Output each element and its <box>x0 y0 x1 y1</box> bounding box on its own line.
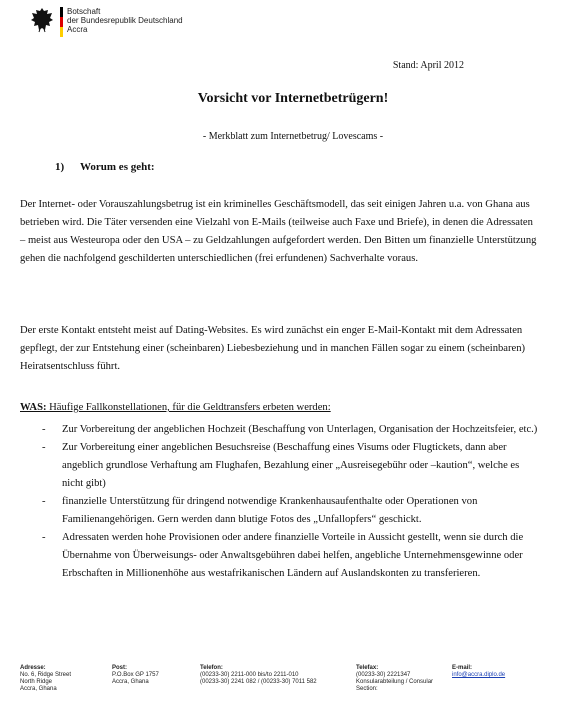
paragraph-contact: Der erste Kontakt entsteht meist auf Dating-Websites. Es wird zunächst ein enger E-Mail-Kontakt mit dem Adressaten gepflegt, der zur Entstehung einer (scheinbaren) Liebesbeziehung und in manchen Fällen sogar zu einem (scheinbaren) Heiratsentschluss führt. <box>20 325 526 372</box>
flag-black <box>60 7 63 17</box>
footer-phone <box>200 665 317 686</box>
section-heading <box>55 161 155 173</box>
flag-stripe <box>60 7 63 37</box>
footer-address-line: Accra, Ghana <box>20 686 57 692</box>
case-list <box>20 421 540 583</box>
org-line-3: Accra <box>67 25 88 34</box>
list-item-text: Adressaten werden hohe Provisionen oder andere finanzielle Vorteile in Aussicht gestellt, wenn sie durch die Übernahme von Überweisungs- oder Anwaltsgebühren dabei helfen, angebliche Unternehmensgewinne oder Erbschaften in Millionenhöhe aus westafrikanischen Ländern auf Auslandskonten zu transferieren. <box>62 532 524 579</box>
footer-fax-line: Section: <box>356 686 378 692</box>
document-subtitle: - Merkblatt zum Internetbetrug/ Lovescams - <box>202 131 384 142</box>
footer-post-line: Accra, Ghana <box>112 679 149 685</box>
federal-eagle-icon <box>30 7 54 33</box>
list-item: - finanzielle Unterstützung für dringend notwendige Krankenhausaufenthalte oder Operationen von Familienangehörigen. Gern werden dann blutige Fotos des „Unfallopfers“ geschickt. <box>42 496 478 525</box>
flag-gold <box>60 27 63 37</box>
list-item-text: Zur Vorbereitung einer angeblichen Besuchsreise (Beschaffung eines Visums oder Flugtickets, dann aber angeblich grundlose Verhaftung am Flughafen, Bezahlung einer „Ausreisegebühr oder –kaution“, welche es nicht gibt) <box>62 442 520 489</box>
list-item: - Zur Vorbereitung der angeblichen Hochzeit (Beschaffung von Unterlagen, Organisation der Hochzeitsfeier, etc.) <box>42 424 538 435</box>
letterhead <box>30 5 230 41</box>
was-label: WAS: <box>20 402 47 413</box>
list-item: - Zur Vorbereitung einer angeblichen Besuchsreise (Beschaffung eines Visums oder Flugtickets, dann aber angeblich grundlose Verhaftung am Flughafen, Bezahlung einer „Ausreisegebühr oder –kaution“, welche es nicht gibt) <box>42 442 520 489</box>
document-title: Vorsicht vor Internetbetrügern! <box>197 91 389 106</box>
document-date: Stand: April 2012 <box>392 60 464 71</box>
footer-phone-line: (00233-30) 2241 082 / (00233-30) 7011 582 <box>200 679 317 685</box>
footer-phone-line: (00233-30) 2211-000 bis/to 2211-010 <box>200 672 299 678</box>
footer-email <box>452 665 505 679</box>
embassy-name <box>67 7 183 34</box>
footer-fax-line: Konsularabteilung / Consular <box>356 679 434 685</box>
was-text: Häufige Fallkonstellationen, für die Geldtransfers erbeten werden: <box>46 402 331 413</box>
footer-address-line: North Ridge <box>20 679 53 685</box>
list-item-text: finanzielle Unterstützung für dringend notwendige Krankenhausaufenthalte oder Operationen von Familienangehörigen. Gern werden dann blutige Fotos des „Unfallopfers“ geschickt. <box>62 496 478 525</box>
org-line-1: Botschaft <box>67 7 101 16</box>
section-number: 1) <box>55 161 65 173</box>
was-heading <box>20 402 331 413</box>
footer-post <box>112 665 159 686</box>
section-title: Worum es geht: <box>80 161 155 173</box>
org-line-2: der Bundesrepublik Deutschland <box>67 16 183 25</box>
footer-address-label: Adresse: <box>20 665 46 671</box>
list-item-text: Zur Vorbereitung der angeblichen Hochzeit (Beschaffung von Unterlagen, Organisation der Hochzeitsfeier, etc.) <box>62 424 538 435</box>
footer-fax-line: (00233-30) 2221347 <box>356 672 411 678</box>
footer-post-label: Post: <box>112 665 127 671</box>
flag-red <box>60 17 63 27</box>
footer-post-line: P.O.Box GP 1757 <box>112 672 159 678</box>
email-link[interactable]: info@accra.diplo.de <box>452 672 506 678</box>
footer-address <box>20 665 71 693</box>
footer-fax-label: Telefax: <box>356 665 379 671</box>
footer-phone-label: Telefon: <box>200 665 223 671</box>
footer-fax <box>356 665 433 693</box>
paragraph-intro: Der Internet- oder Vorauszahlungsbetrug ist ein kriminelles Geschäftsmodell, das seit einigen Jahren u.a. von Ghana aus betrieben wird. Die Täter versenden eine Vielzahl von E-Mails (teilweise auch Faxe und Briefe), in denen die Adressaten – meist aus Westeuropa oder den USA – zu Geldzahlungen aufgefordert werden. Den Bitten um finanzielle Unterstützung gehen die nachfolgend geschilderten unterschiedlichen (frei erfundenen) Sachverhalte voraus. <box>20 199 537 264</box>
footer-email-label: E-mail: <box>452 665 473 671</box>
footer-address-line: No. 6, Ridge Street <box>20 672 72 678</box>
list-item: - Adressaten werden hohe Provisionen oder andere finanzielle Vorteile in Aussicht gestellt, wenn sie durch die Übernahme von Überweisungs- oder Anwaltsgebühren dabei helfen, angebliche Unternehmensgewinne oder Erbschaften in Millionenhöhe aus westafrikanischen Ländern auf Auslandskonten zu transferieren. <box>42 532 524 579</box>
